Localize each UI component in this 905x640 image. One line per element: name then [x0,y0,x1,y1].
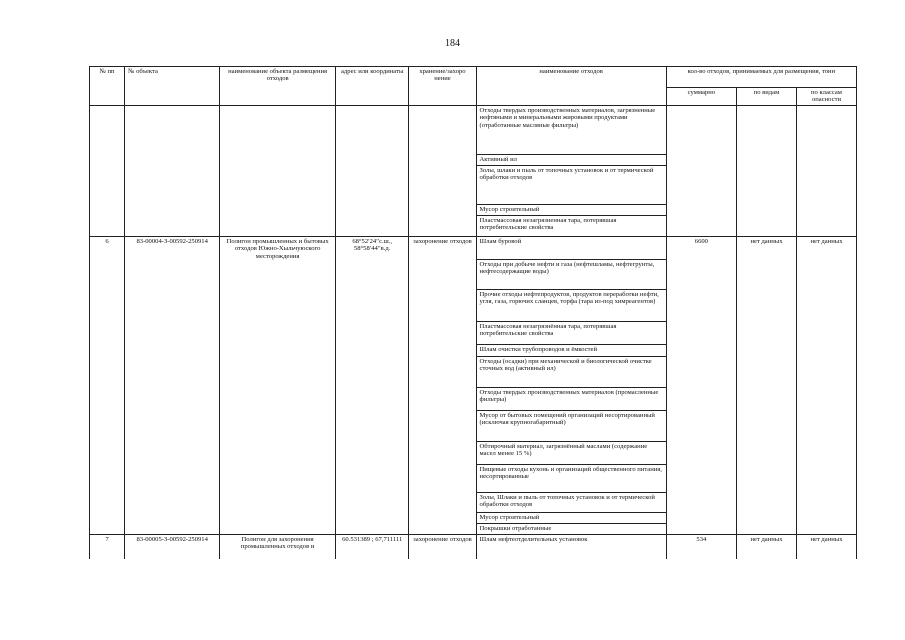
header-address: адрес или координаты [336,67,409,106]
cont-by-class [796,106,856,237]
cont-object-name [220,106,336,237]
header-object-name: наименование объекта размещения отходов [220,67,336,106]
waste-name-cell: Мусор строительный [476,205,666,216]
header-by-type: по видам [737,88,797,106]
waste-name-cell: Прочие отходы нефтепродуктов, продуктов переработки нефти, угля, газа, горючих сланцев, торфа (тара из-под химреагентов) [476,290,666,322]
header-storage: хранение/захоро нение [409,67,476,106]
row7-object-no: 83-00005-З-00592-250914 [125,535,220,559]
table-row [90,535,857,559]
header-total: суммарно [666,88,736,106]
row7-total: 534 [666,535,736,559]
waste-name-cell: Отходы твердых производственных материалов, загрязненные нефтяными и минеральными жировыми продуктами (отработанные масляные фильтры) [476,106,666,155]
row6-object-name: Полигон промышленных и бытовых отходов Южно-Хыльчуюского месторождения [220,237,336,535]
waste-name-cell: Золы, шлаки и пыль от топочных установок и от термической обработки отходов [476,166,666,205]
header-num: № пп [90,67,125,106]
row6-by-class: нет данных [796,237,856,535]
table-row [90,237,857,260]
waste-name-cell: Шлам буровой [476,237,666,260]
page-number: 184 [445,38,460,49]
row7-by-class: нет данных [796,535,856,559]
row6-num: 6 [90,237,125,535]
header-amount-group: кол-во отходов, принимаемых для размещения, тонн [666,67,856,88]
row6-object-no: 83-00004-З-00592-250914 [125,237,220,535]
row7-by-type: нет данных [737,535,797,559]
table-row [90,106,857,155]
row6-storage: захоронение отходов [409,237,476,535]
cont-address [336,106,409,237]
cont-total [666,106,736,237]
waste-name-cell: Покрышки отработанные [476,524,666,535]
header-by-class: по классам опасности [796,88,856,106]
waste-name-cell: Шлам нефтеотделительных установок [476,535,666,559]
waste-name-cell: Мусор строительный [476,513,666,524]
cont-object-no [125,106,220,237]
waste-name-cell: Мусор от бытовых помещений организаций несортированный (исключая крупногабаритный) [476,411,666,442]
row7-object-name: Полигон для захоронения промышленных отходов и [220,535,336,559]
waste-name-cell: Отходы при добыче нефти и газа (нефтешламы, нефтегрунты, нефтесодержащие воды) [476,260,666,290]
header-waste-name: наименование отходов [476,67,666,106]
waste-name-cell: Отходы (осадки) при механической и биологической очистке сточных вод (активный ил) [476,357,666,388]
cont-by-type [737,106,797,237]
row6-address: 68°52′24′′с.ш., 58°58′44′′в.д. [336,237,409,535]
waste-name-cell: Активный ил [476,155,666,166]
waste-name-cell: Пищевые отходы кухонь и организаций общественного питания, несортированные [476,465,666,493]
waste-name-cell: Отходы твердых производственных материалов (промасленные фильтры) [476,388,666,411]
header-object-no: № объекта [125,67,220,106]
row7-storage: захоронение отходов [409,535,476,559]
header-row [90,67,857,88]
row6-by-type: нет данных [737,237,797,535]
waste-name-cell: Пластмассовая незагрязненная тара, потерявшая потребительские свойства [476,216,666,237]
row7-address: 60.531389 ; 67,711111 [336,535,409,559]
cont-storage [409,106,476,237]
waste-name-cell: Шлам очистки трубопроводов и ёмкостей [476,345,666,357]
row7-num: 7 [90,535,125,559]
waste-name-cell: Золы, Шлаки и пыль от топочных установок и от термической обработки отходов [476,493,666,513]
row6-total: 6600 [666,237,736,535]
cont-num [90,106,125,237]
waste-name-cell: Обтирочный материал, загрязнённый маслами (содержание масел менее 15 %) [476,442,666,465]
waste-name-cell: Пластмассовая незагрязнённая тара, потерявшая потребительские свойства [476,322,666,345]
waste-facility-table [89,66,857,559]
